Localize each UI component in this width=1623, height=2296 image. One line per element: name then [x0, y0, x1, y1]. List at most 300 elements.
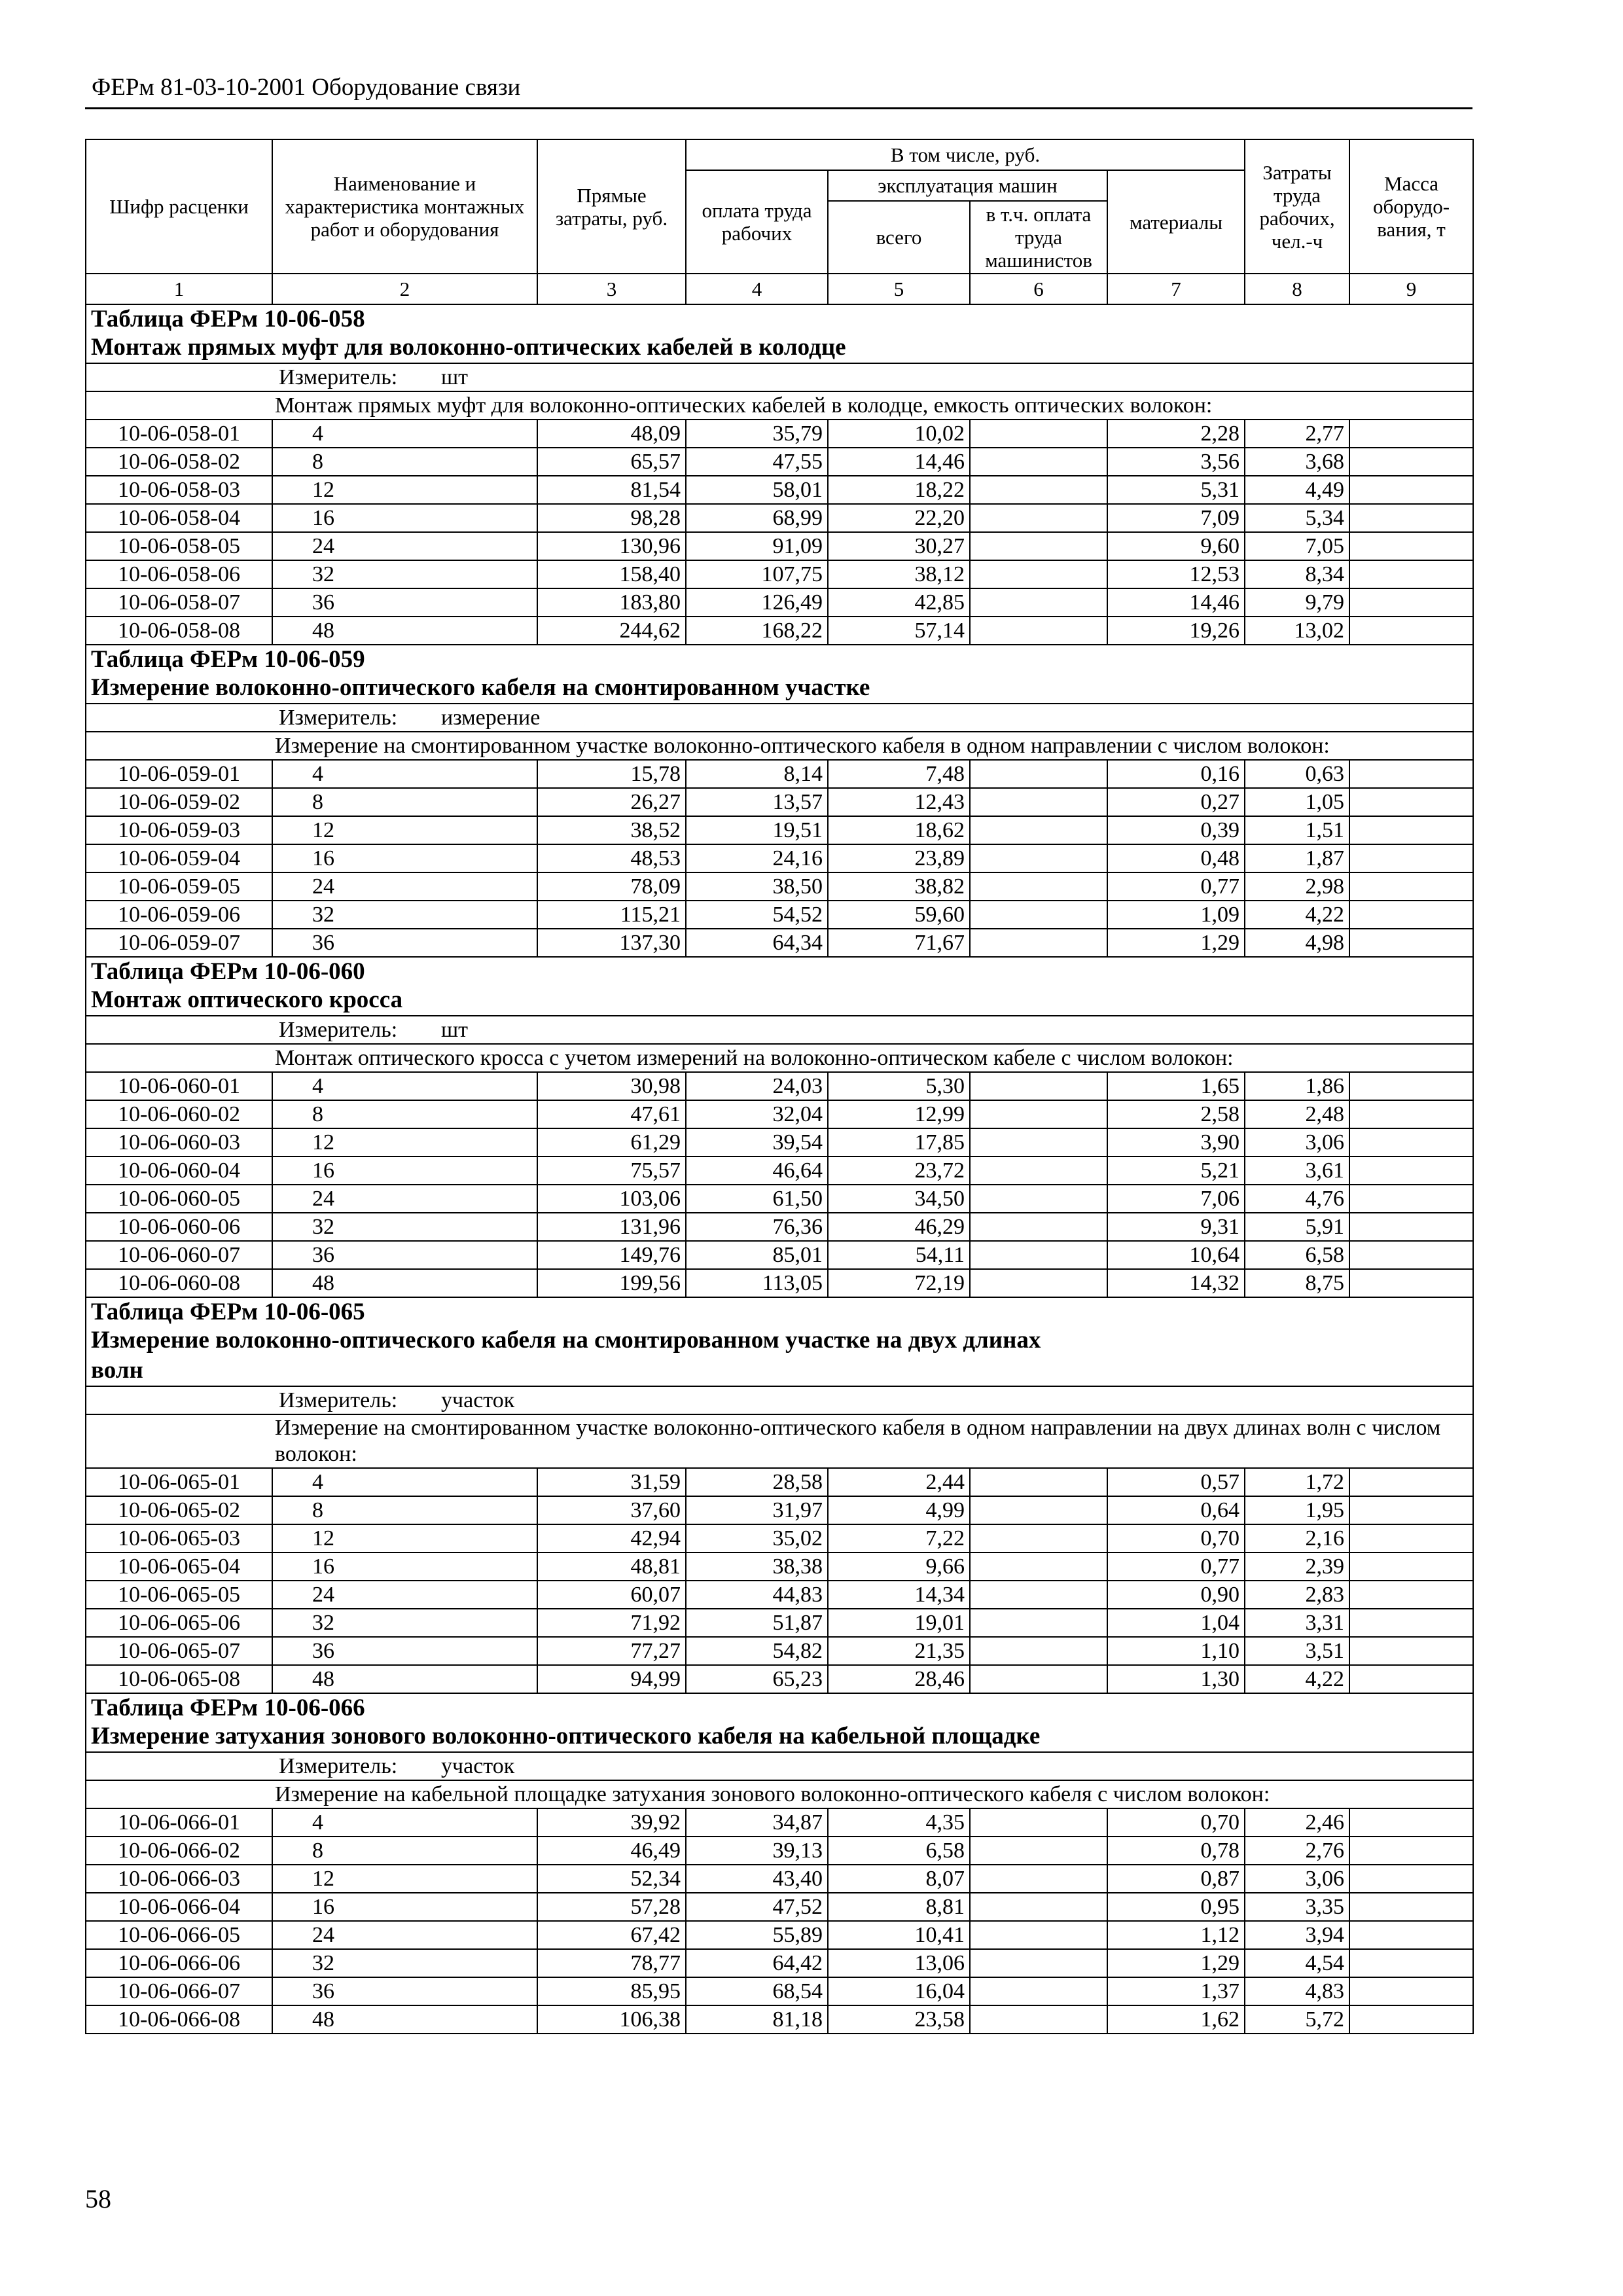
description-cell: Монтаж оптического кросса с учетом измерений на волоконно-оптическом кабеле с числом волокон:: [86, 1044, 1473, 1072]
table-title-cell: [86, 957, 1473, 1016]
table-row: [86, 1865, 1473, 1893]
table-cell: 10-06-060-07: [86, 1241, 272, 1269]
measurer-unit: участок: [441, 1753, 515, 1778]
table-cell: [970, 1100, 1107, 1128]
table-cell: 5,31: [1107, 476, 1245, 504]
table-cell: 5,72: [1245, 2005, 1349, 2034]
table-cell: 14,34: [828, 1581, 970, 1609]
table-cell: [1349, 1524, 1473, 1552]
table-cell: [1349, 1665, 1473, 1693]
table-cell: [1349, 1581, 1473, 1609]
table-cell: 3,61: [1245, 1157, 1349, 1185]
table-cell: 7,09: [1107, 504, 1245, 532]
table-cell: 4,54: [1245, 1949, 1349, 1977]
table-cell: 24,03: [686, 1072, 828, 1100]
table-cell: [970, 2005, 1107, 2034]
table-cell: 10-06-058-02: [86, 448, 272, 476]
measurer-unit: шт: [441, 1017, 469, 1042]
table-cell: 10-06-059-03: [86, 816, 272, 844]
table-row: [86, 448, 1473, 476]
table-cell: 39,54: [686, 1128, 828, 1157]
table-cell: 1,12: [1107, 1921, 1245, 1949]
table-row: [86, 2005, 1473, 2034]
table-cell: 30,27: [828, 532, 970, 560]
table-cell: 1,05: [1245, 788, 1349, 816]
table-cell: 54,11: [828, 1241, 970, 1269]
table-cell: 126,49: [686, 588, 828, 617]
table-cell: 1,29: [1107, 929, 1245, 957]
table-cell: 3,06: [1245, 1128, 1349, 1157]
table-cell: 10-06-058-01: [86, 420, 272, 448]
table-cell: 58,01: [686, 476, 828, 504]
table-title: Монтаж оптического кросса: [91, 986, 403, 1013]
table-cell: 23,89: [828, 844, 970, 872]
col-header-code: Шифр расценки: [86, 139, 272, 274]
table-cell: 0,39: [1107, 816, 1245, 844]
table-row: [86, 1921, 1473, 1949]
table-cell: 12,43: [828, 788, 970, 816]
table-cell: 16: [272, 504, 537, 532]
table-cell: 57,14: [828, 617, 970, 645]
table-row: [86, 1496, 1473, 1524]
table-row: [86, 1213, 1473, 1241]
table-cell: 2,58: [1107, 1100, 1245, 1128]
table-cell: [1349, 1496, 1473, 1524]
table-cell: [970, 1185, 1107, 1213]
table-cell: 77,27: [537, 1637, 686, 1665]
table-cell: 10-06-060-02: [86, 1100, 272, 1128]
table-cell: 81,18: [686, 2005, 828, 2034]
table-cell: [970, 816, 1107, 844]
table-cell: 85,01: [686, 1241, 828, 1269]
table-cell: 10-06-058-05: [86, 532, 272, 560]
measurer-unit: измерение: [441, 705, 541, 730]
table-cell: 3,68: [1245, 448, 1349, 476]
table-cell: 8,81: [828, 1893, 970, 1921]
table-cell: [970, 1837, 1107, 1865]
table-row: [86, 788, 1473, 816]
table-cell: 10-06-065-06: [86, 1609, 272, 1637]
table-cell: 0,70: [1107, 1808, 1245, 1837]
table-cell: [1349, 2005, 1473, 2034]
description-cell: Измерение на смонтированном участке волоконно-оптического кабеля в одном направлении с числом волокон:: [86, 732, 1473, 760]
table-cell: 10-06-059-01: [86, 760, 272, 788]
table-cell: 42,85: [828, 588, 970, 617]
table-cell: 10-06-066-06: [86, 1949, 272, 1977]
table-cell: 1,04: [1107, 1609, 1245, 1637]
table-cell: 31,97: [686, 1496, 828, 1524]
table-cell: 244,62: [537, 617, 686, 645]
table-cell: 4,35: [828, 1808, 970, 1837]
table-row: [86, 1157, 1473, 1185]
table-cell: 0,87: [1107, 1865, 1245, 1893]
table-cell: 0,70: [1107, 1524, 1245, 1552]
table-title-row: [86, 1693, 1473, 1752]
table-cell: [1349, 929, 1473, 957]
table-cell: 9,66: [828, 1552, 970, 1581]
table-cell: 47,55: [686, 448, 828, 476]
table-cell: 32: [272, 560, 537, 588]
table-row: [86, 1185, 1473, 1213]
table-cell: 10,41: [828, 1921, 970, 1949]
measurer-label: Измеритель:: [279, 1017, 398, 1042]
table-cell: [1349, 1552, 1473, 1581]
table-cell: 32: [272, 1949, 537, 1977]
description-row: [86, 732, 1473, 760]
table-cell: 2,98: [1245, 872, 1349, 901]
table-cell: 4,99: [828, 1496, 970, 1524]
table-cell: 39,92: [537, 1808, 686, 1837]
table-cell: 2,46: [1245, 1808, 1349, 1837]
col-header-direct: Прямые затраты, руб.: [537, 139, 686, 274]
measurer-label: Измеритель:: [279, 705, 398, 730]
table-cell: 75,57: [537, 1157, 686, 1185]
table-cell: 28,46: [828, 1665, 970, 1693]
table-cell: 12: [272, 816, 537, 844]
table-row: [86, 1665, 1473, 1693]
table-cell: [970, 872, 1107, 901]
table-cell: 12: [272, 1865, 537, 1893]
table-cell: [970, 760, 1107, 788]
table-cell: 0,78: [1107, 1837, 1245, 1865]
table-cell: 1,65: [1107, 1072, 1245, 1100]
table-cell: [970, 1665, 1107, 1693]
table-cell: 3,56: [1107, 448, 1245, 476]
table-cell: 65,23: [686, 1665, 828, 1693]
table-cell: [970, 1213, 1107, 1241]
table-cell: 16,04: [828, 1977, 970, 2005]
table-cell: 10-06-066-02: [86, 1837, 272, 1865]
table-cell: 12,99: [828, 1100, 970, 1128]
table-row: [86, 1241, 1473, 1269]
col-number: 5: [828, 274, 970, 304]
table-row: [86, 1581, 1473, 1609]
table-cell: 12: [272, 1524, 537, 1552]
table-cell: 10-06-058-03: [86, 476, 272, 504]
col-number: 6: [970, 274, 1107, 304]
table-cell: [970, 1552, 1107, 1581]
measurer-row: [86, 704, 1473, 732]
table-row: [86, 929, 1473, 957]
table-cell: 10-06-059-02: [86, 788, 272, 816]
table-cell: 0,90: [1107, 1581, 1245, 1609]
table-cell: [970, 1808, 1107, 1837]
table-title: Измерение волоконно-оптического кабеля на смонтированном участке: [91, 674, 870, 701]
table-cell: 76,36: [686, 1213, 828, 1241]
table-cell: [970, 844, 1107, 872]
table-cell: 16: [272, 1157, 537, 1185]
table-row: [86, 1977, 1473, 2005]
table-cell: 8,14: [686, 760, 828, 788]
table-cell: 14,46: [1107, 588, 1245, 617]
table-label: Таблица ФЕРм 10-06-058: [91, 306, 365, 332]
table-cell: 8: [272, 788, 537, 816]
table-cell: 23,58: [828, 2005, 970, 2034]
table-cell: 4,83: [1245, 1977, 1349, 2005]
table-cell: 0,16: [1107, 760, 1245, 788]
table-cell: 54,52: [686, 901, 828, 929]
table-cell: 10-06-065-07: [86, 1637, 272, 1665]
table-cell: 91,09: [686, 532, 828, 560]
measurer-label: Измеритель:: [279, 1753, 398, 1778]
col-number: 3: [537, 274, 686, 304]
table-cell: 9,79: [1245, 588, 1349, 617]
table-cell: 4,22: [1245, 901, 1349, 929]
col-header-machine-wages: в т.ч. оплата труда машинистов: [970, 201, 1107, 274]
table-cell: 0,95: [1107, 1893, 1245, 1921]
table-title-cell: [86, 304, 1473, 363]
table-cell: [1349, 1893, 1473, 1921]
table-cell: [1349, 504, 1473, 532]
table-cell: [970, 1241, 1107, 1269]
table-cell: 6,58: [828, 1837, 970, 1865]
table-cell: 183,80: [537, 588, 686, 617]
table-cell: 10-06-066-07: [86, 1977, 272, 2005]
table-cell: 0,48: [1107, 844, 1245, 872]
table-cell: 51,87: [686, 1609, 828, 1637]
table-cell: 94,99: [537, 1665, 686, 1693]
table-cell: 6,58: [1245, 1241, 1349, 1269]
table-cell: 46,49: [537, 1837, 686, 1865]
table-cell: 7,06: [1107, 1185, 1245, 1213]
table-cell: 52,34: [537, 1865, 686, 1893]
table-cell: [970, 788, 1107, 816]
measurer-cell: [86, 704, 1473, 732]
table-cell: [1349, 816, 1473, 844]
col-header-materials: материалы: [1107, 170, 1245, 274]
table-cell: 10-06-059-04: [86, 844, 272, 872]
table-cell: 10-06-065-02: [86, 1496, 272, 1524]
measurer-row: [86, 363, 1473, 391]
table-row: [86, 532, 1473, 560]
table-cell: 18,62: [828, 816, 970, 844]
table-cell: 8: [272, 1100, 537, 1128]
table-title-cell: [86, 1693, 1473, 1752]
table-row: [86, 1552, 1473, 1581]
table-cell: 42,94: [537, 1524, 686, 1552]
table-cell: 4: [272, 1072, 537, 1100]
table-cell: 34,87: [686, 1808, 828, 1837]
table-cell: 32: [272, 1213, 537, 1241]
table-cell: [970, 1128, 1107, 1157]
table-cell: 19,01: [828, 1609, 970, 1637]
table-cell: 10-06-058-08: [86, 617, 272, 645]
table-cell: [970, 1921, 1107, 1949]
table-cell: 9,60: [1107, 532, 1245, 560]
table-cell: 0,63: [1245, 760, 1349, 788]
table-cell: 103,06: [537, 1185, 686, 1213]
col-header-mass: Масса оборудо-вания, т: [1349, 139, 1473, 274]
table-cell: [970, 1072, 1107, 1100]
table-cell: 5,34: [1245, 504, 1349, 532]
table-cell: 26,27: [537, 788, 686, 816]
table-cell: 24,16: [686, 844, 828, 872]
table-cell: 55,89: [686, 1921, 828, 1949]
table-cell: 8: [272, 1496, 537, 1524]
table-cell: 4: [272, 420, 537, 448]
table-cell: 24: [272, 872, 537, 901]
table-cell: 46,64: [686, 1157, 828, 1185]
table-cell: 10-06-058-06: [86, 560, 272, 588]
table-cell: [1349, 1921, 1473, 1949]
table-cell: 44,83: [686, 1581, 828, 1609]
table-cell: 38,82: [828, 872, 970, 901]
table-label: Таблица ФЕРм 10-06-060: [91, 958, 365, 985]
table-cell: 30,98: [537, 1072, 686, 1100]
table-cell: 35,79: [686, 420, 828, 448]
col-number: 2: [272, 274, 537, 304]
measurer-cell: [86, 1016, 1473, 1044]
table-cell: 48: [272, 1665, 537, 1693]
table-title-row: [86, 304, 1473, 363]
table-cell: 39,13: [686, 1837, 828, 1865]
table-cell: 36: [272, 929, 537, 957]
table-cell: 61,50: [686, 1185, 828, 1213]
table-cell: 61,29: [537, 1128, 686, 1157]
table-cell: 199,56: [537, 1269, 686, 1297]
table-cell: 24: [272, 1921, 537, 1949]
table-cell: [970, 448, 1107, 476]
table-cell: 16: [272, 844, 537, 872]
table-cell: [1349, 476, 1473, 504]
description-row: [86, 391, 1473, 420]
table-label: Таблица ФЕРм 10-06-066: [91, 1695, 365, 1721]
table-cell: [1349, 1609, 1473, 1637]
col-header-labor: Затраты труда рабочих, чел.-ч: [1245, 139, 1349, 274]
table-cell: 10-06-059-07: [86, 929, 272, 957]
table-cell: 18,22: [828, 476, 970, 504]
table-cell: [970, 901, 1107, 929]
table-cell: 4,76: [1245, 1185, 1349, 1213]
description-row: [86, 1414, 1473, 1468]
table-cell: 9,31: [1107, 1213, 1245, 1241]
table-cell: 12,53: [1107, 560, 1245, 588]
table-cell: 7,22: [828, 1524, 970, 1552]
table-cell: 48,53: [537, 844, 686, 872]
price-table: [85, 139, 1474, 2034]
table-cell: 4,22: [1245, 1665, 1349, 1693]
table-cell: [1349, 1241, 1473, 1269]
table-title-row: [86, 957, 1473, 1016]
table-row: [86, 901, 1473, 929]
table-cell: 0,64: [1107, 1496, 1245, 1524]
table-cell: 85,95: [537, 1977, 686, 2005]
table-cell: 168,22: [686, 617, 828, 645]
table-cell: [1349, 901, 1473, 929]
table-cell: 57,28: [537, 1893, 686, 1921]
table-cell: 43,40: [686, 1865, 828, 1893]
table-cell: 64,42: [686, 1949, 828, 1977]
table-cell: 38,12: [828, 560, 970, 588]
table-title-cell: [86, 645, 1473, 704]
table-cell: 13,06: [828, 1949, 970, 1977]
table-label: Таблица ФЕРм 10-06-059: [91, 646, 365, 673]
table-cell: 2,76: [1245, 1837, 1349, 1865]
table-cell: [970, 1524, 1107, 1552]
table-cell: 98,28: [537, 504, 686, 532]
table-cell: [970, 1949, 1107, 1977]
description-cell: Измерение на кабельной площадке затухания зонового волоконно-оптического кабеля с числом волокон:: [86, 1780, 1473, 1808]
table-cell: 16: [272, 1893, 537, 1921]
table-cell: 1,86: [1245, 1072, 1349, 1100]
col-number: 7: [1107, 274, 1245, 304]
table-cell: [970, 929, 1107, 957]
table-cell: 12: [272, 476, 537, 504]
table-cell: 0,77: [1107, 872, 1245, 901]
table-cell: 14,46: [828, 448, 970, 476]
table-cell: 7,05: [1245, 532, 1349, 560]
measurer-unit: шт: [441, 365, 469, 389]
measurer-cell: [86, 1752, 1473, 1780]
table-cell: [1349, 1865, 1473, 1893]
table-cell: [1349, 560, 1473, 588]
table-cell: [1349, 448, 1473, 476]
table-cell: [970, 1269, 1107, 1297]
table-cell: 48: [272, 617, 537, 645]
table-cell: [970, 560, 1107, 588]
table-cell: [1349, 1837, 1473, 1865]
table-cell: [970, 1865, 1107, 1893]
table-cell: 10,02: [828, 420, 970, 448]
table-cell: [970, 1977, 1107, 2005]
measurer-cell: [86, 1386, 1473, 1414]
table-cell: 10-06-060-03: [86, 1128, 272, 1157]
table-cell: [1349, 1213, 1473, 1241]
table-cell: 48: [272, 1269, 537, 1297]
table-cell: [1349, 844, 1473, 872]
table-row: [86, 1524, 1473, 1552]
table-row: [86, 1837, 1473, 1865]
table-row: [86, 560, 1473, 588]
table-cell: [970, 1157, 1107, 1185]
table-cell: 19,51: [686, 816, 828, 844]
table-cell: [1349, 872, 1473, 901]
table-cell: 67,42: [537, 1921, 686, 1949]
table-cell: [970, 1581, 1107, 1609]
table-cell: [1349, 532, 1473, 560]
table-title: Измерение волоконно-оптического кабеля на смонтированном участке на двух длинах волн: [91, 1327, 1041, 1384]
table-cell: 10-06-058-04: [86, 504, 272, 532]
measurer-cell: [86, 363, 1473, 391]
table-cell: 72,19: [828, 1269, 970, 1297]
table-row: [86, 1269, 1473, 1297]
table-cell: 1,95: [1245, 1496, 1349, 1524]
table-cell: [970, 420, 1107, 448]
table-cell: 10-06-058-07: [86, 588, 272, 617]
table-cell: 3,06: [1245, 1865, 1349, 1893]
table-cell: 59,60: [828, 901, 970, 929]
page-number: 58: [85, 2184, 111, 2214]
table-cell: 32: [272, 1609, 537, 1637]
table-cell: 1,29: [1107, 1949, 1245, 1977]
table-row: [86, 760, 1473, 788]
table-cell: [1349, 1637, 1473, 1665]
table-cell: 17,85: [828, 1128, 970, 1157]
table-cell: 64,34: [686, 929, 828, 957]
table-title-row: [86, 645, 1473, 704]
table-cell: 2,44: [828, 1468, 970, 1496]
table-cell: 3,94: [1245, 1921, 1349, 1949]
table-row: [86, 1072, 1473, 1100]
table-cell: 5,21: [1107, 1157, 1245, 1185]
table-cell: 2,16: [1245, 1524, 1349, 1552]
table-cell: 10-06-066-03: [86, 1865, 272, 1893]
table-cell: 22,20: [828, 504, 970, 532]
table-cell: 4,98: [1245, 929, 1349, 957]
table-cell: 65,57: [537, 448, 686, 476]
table-cell: 23,72: [828, 1157, 970, 1185]
table-cell: 0,27: [1107, 788, 1245, 816]
